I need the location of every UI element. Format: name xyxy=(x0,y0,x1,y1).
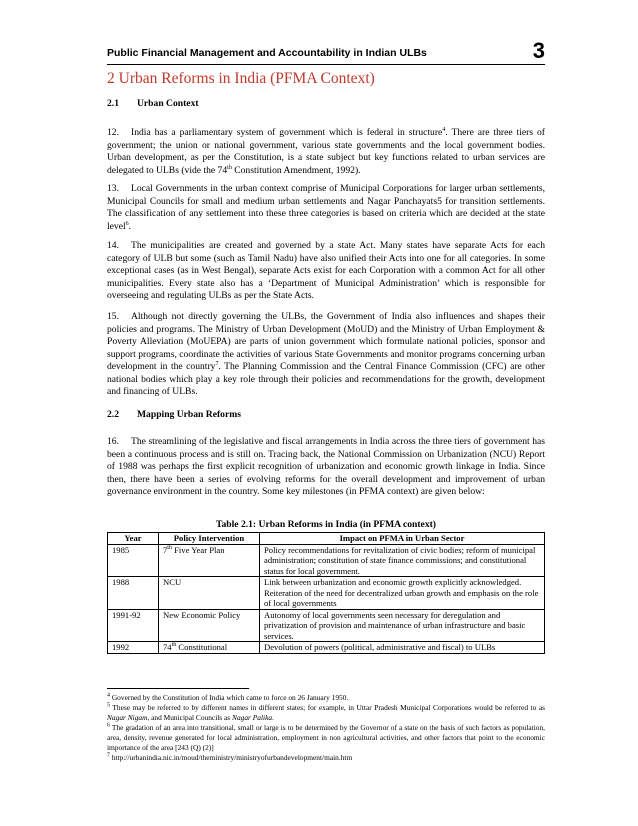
footnote-number: 6 xyxy=(107,722,110,729)
footnote-ref: 6 xyxy=(125,220,129,227)
table-row xyxy=(108,544,545,577)
policy-text: NCU xyxy=(163,577,182,587)
paragraph-text: Constitution Amendment, 1992). xyxy=(231,164,361,176)
footnote-text: , and Municipal Councils as xyxy=(147,712,233,722)
ordinal-suffix: th xyxy=(171,642,177,649)
footnote-number: 5 xyxy=(107,702,110,709)
table-row xyxy=(108,577,545,610)
table-row xyxy=(108,642,545,654)
section-title: Urban Context xyxy=(137,98,199,109)
cell-year: 1988 xyxy=(108,577,159,610)
footnote-divider xyxy=(107,688,249,689)
paragraph-12 xyxy=(107,127,545,177)
section-number: 2.1 xyxy=(107,98,119,109)
cell-year: 1985 xyxy=(108,544,159,577)
cell-year: 1991-92 xyxy=(108,609,159,642)
paragraph-text: The municipalities are created and governed by a state Act. Many states have separate Acts for each category of ULB but some (such as Tamil Nadu) have also unified their Acts into one for all categories. In some exceptional cases (as in West Bengal), separate Acts exist for each Corporation with a common Act for all other municipalities. Every state also has a ‘Department of Municipal Administration’ which is responsible for overseeing and regulating ULBs as per the State Acts. xyxy=(107,240,545,301)
ordinal-suffix: th xyxy=(167,544,172,551)
cell-impact: Devolution of powers (political, administrative and fiscal) to ULBs xyxy=(260,642,545,654)
table-header-row xyxy=(108,533,545,545)
footnote-6 xyxy=(107,723,545,752)
column-header-policy: Policy Intervention xyxy=(159,533,260,545)
paragraph-text: . There are three tiers of government; the union or national government, various state governments and the local government bodies. Urban development, as per the Constitution, is a state subject but key functions related to urban services are delegated to ULBs (vide the 74 xyxy=(107,127,545,176)
paragraph-text: . xyxy=(128,220,132,232)
chapter-title: 2 Urban Reforms in India (PFMA Context) xyxy=(107,70,375,87)
paragraph-text: Although not directly governing the ULBs, the Government of India also influences and shapes their policies and programs. The Ministry of Urban Development (MoUD) and the Ministry of Urban Employment & Poverty Alleviation (MoUEPA) are parts of union government which formulate national policies, sponsor and support programs, coordinate the activities of various State Governments and monitor programs concerning urban development in the country xyxy=(107,311,545,372)
paragraph-number: 16. xyxy=(107,436,119,447)
footnote-italic: Nagar Palika xyxy=(232,712,273,722)
paragraph-text: Local Governments in the urban context comprise of Municipal Corporations for larger urban settlements, Municipal Councils for small and medium urban settlements and Nagar Panchayats5 for transition settlements. The classification of any settlement into these three categories is based on criteria which are decided at the state level xyxy=(107,183,545,232)
policy-text: 74 xyxy=(163,642,172,652)
paragraph-14 xyxy=(107,240,545,303)
paragraph-number: 12. xyxy=(107,127,119,138)
paragraph-15 xyxy=(107,311,545,399)
cell-policy xyxy=(159,577,260,610)
section-number: 2.2 xyxy=(107,409,119,420)
cell-policy xyxy=(159,544,260,577)
paragraph-text: The streamlining of the legislative and fiscal arrangements in India across the three tiers of government has been a continuous process and is still on. Tracing back, the National Commission on Urbanization (NCU) Report of 1988 was perhaps the first explicit recognition of urbanization and economic growth linkage in India. Since then, there have been a series of evolving reforms for the overall development and improvement of urban governance environment in the country. Some key milestones (in PFMA context) are given below: xyxy=(107,436,545,497)
footnote-text: The gradation of an area into transitional, small or large is to be determined by the Governor of a state on the basis of such factors as population, area, density, revenue generated for local administration, employment in non agricultural activities, and other factors that point to the economic importance of the area [243 (Q) (2)] xyxy=(107,723,545,752)
cell-impact: Policy recommendations for revitalization of civic bodies; reform of municipal administration; constitution of state finance commissions; and constitutional status for local government. xyxy=(260,544,545,577)
footnote-4 xyxy=(107,693,545,703)
table-caption: Table 2.1: Urban Reforms in India (in PFMA context) xyxy=(215,519,437,530)
paragraph-16 xyxy=(107,436,545,499)
cell-impact: Autonomy of local governments seen necessary for deregulation and privatization of provision and maintenance of urban infrastructure and basic services. xyxy=(260,609,545,642)
policy-text: Constitutional xyxy=(176,642,228,652)
footnote-ref: 7 xyxy=(215,360,219,367)
cell-policy xyxy=(159,609,260,642)
paragraph-number: 13. xyxy=(107,183,119,194)
paragraph-number: 14. xyxy=(107,240,119,251)
footnote-5 xyxy=(107,703,545,723)
column-header-impact: Impact on PFMA in Urban Sector xyxy=(260,533,545,545)
footnote-text: . xyxy=(272,712,274,722)
footnote-7 xyxy=(107,753,545,763)
footnote-number: 7 xyxy=(107,752,110,759)
section-heading-urban-context xyxy=(107,98,199,109)
footnote-text: Governed by the Constitution of India which came to force on 26 January 1950. xyxy=(110,693,349,702)
paragraph-text: . The Planning Commission and the Central Finance Commission (CFC) are other national bodies which play a key role through their policies and recommendations for the growth, development and financing of ULBs. xyxy=(107,361,545,397)
footnote-number: 4 xyxy=(107,692,110,699)
footnote-text: These may be referred to by different names in different states; for example, in Uttar Pradesh Municipal Corporations would be referred to as xyxy=(110,703,545,712)
footnote-ref: 4 xyxy=(442,126,446,133)
paragraph-number: 15. xyxy=(107,311,119,322)
footnote-italic: Nagar Nigam xyxy=(107,712,148,722)
column-header-year: Year xyxy=(108,533,159,545)
cell-policy xyxy=(159,642,260,654)
footnote-text: http://urbanindia.nic.in/moud/theministry/ministryofurbandevelopment/main.htm xyxy=(110,753,353,762)
ordinal-suffix: th xyxy=(227,164,232,171)
page-number: 3 xyxy=(532,38,545,63)
policy-text: Five Year Plan xyxy=(171,544,225,555)
reforms-table xyxy=(107,532,545,654)
policy-text: New Economic Policy xyxy=(163,609,241,620)
cell-year: 1992 xyxy=(108,642,159,654)
policy-text: 7 xyxy=(163,544,168,555)
cell-impact: Link between urbanization and economic growth explicitly acknowledged. Reiteration of the need for decentralized urban growth and emphasis on the role of local governments xyxy=(260,577,545,610)
table-row xyxy=(108,609,545,642)
paragraph-text: India has a parliamentary system of government which is federal in structure xyxy=(131,127,443,138)
section-heading-mapping-reforms xyxy=(107,409,241,420)
header-title: Public Financial Management and Accountability in Indian ULBs xyxy=(107,47,427,59)
paragraph-13 xyxy=(107,183,545,233)
section-title: Mapping Urban Reforms xyxy=(137,409,241,420)
header-divider xyxy=(107,64,545,65)
